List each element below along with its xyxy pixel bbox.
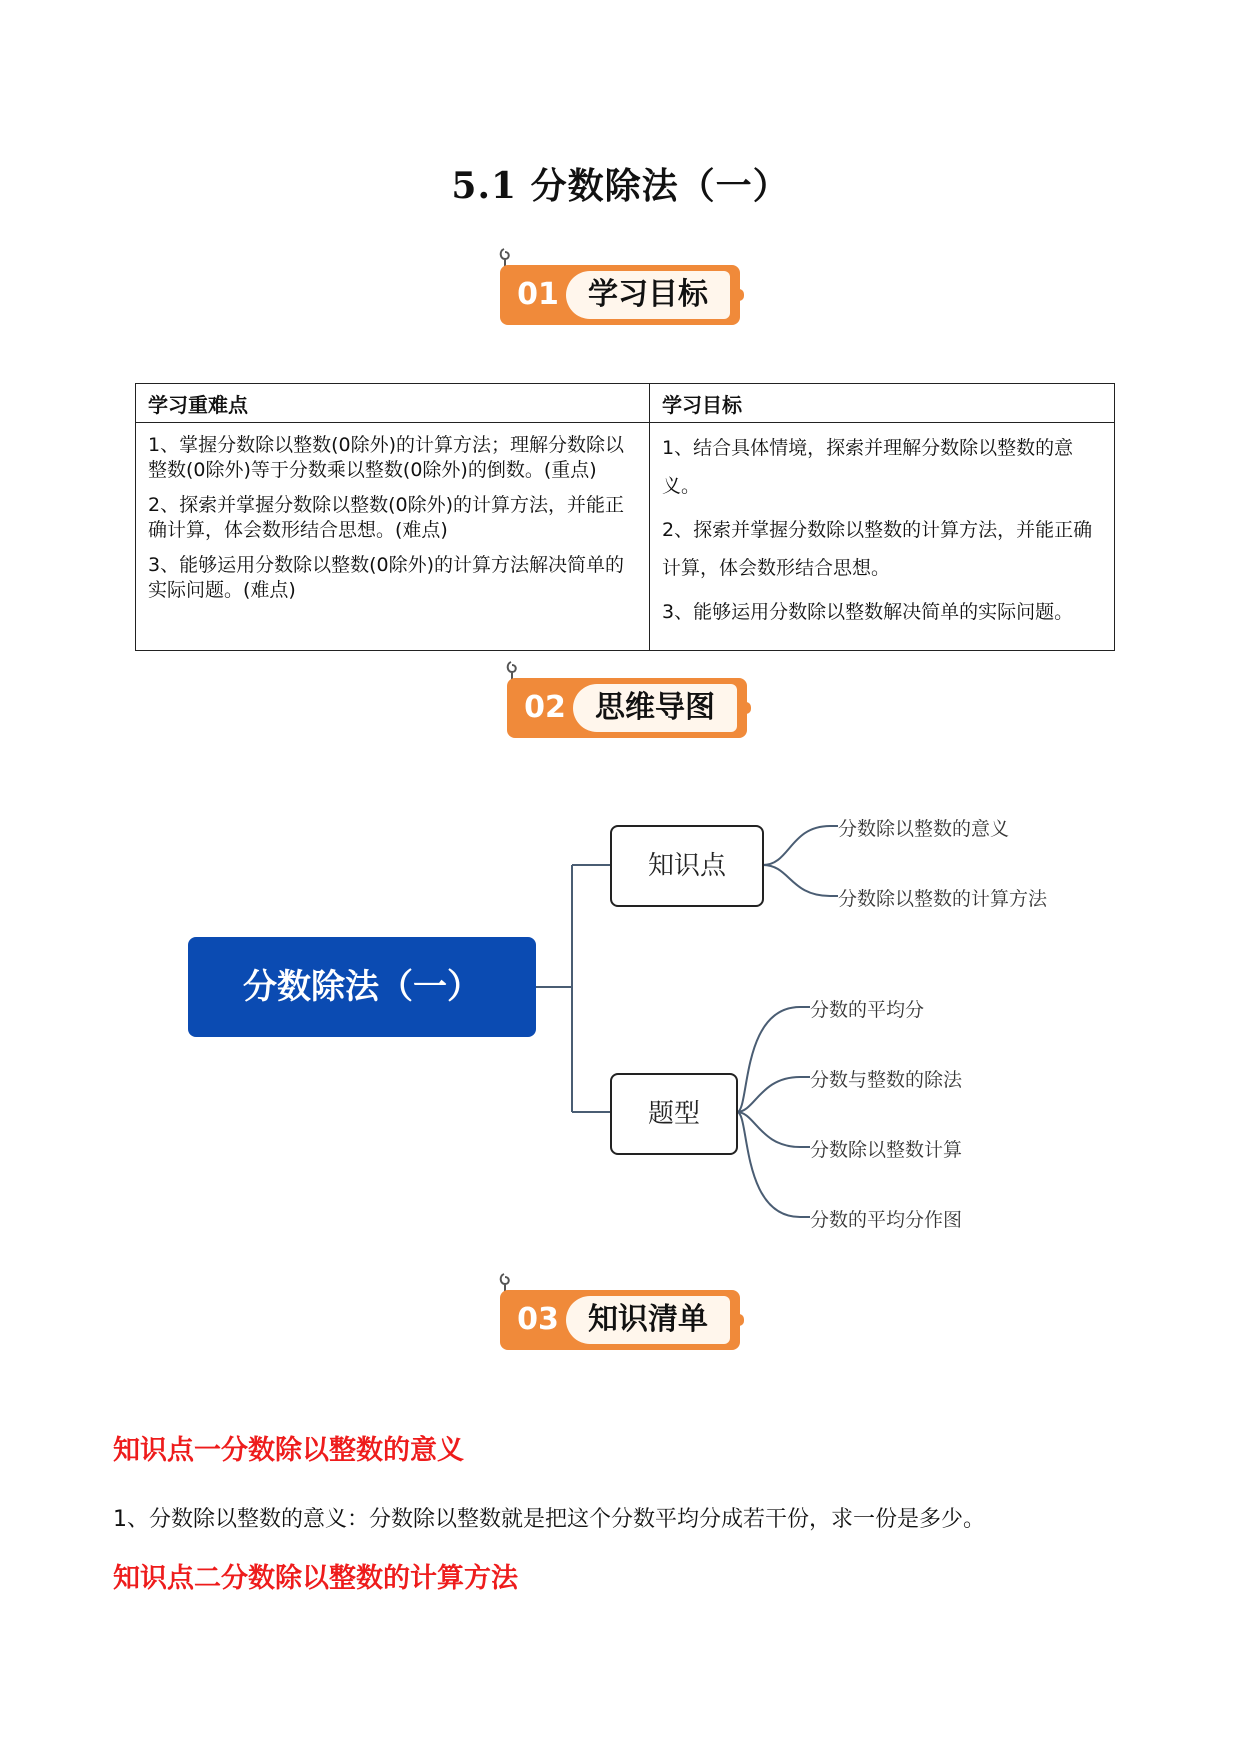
learning-goals-table <box>135 383 1115 651</box>
mindmap-leaf: 分数的平均分作图 <box>810 1209 963 1231</box>
section-label: 思维导图 <box>573 684 737 732</box>
section-number: 03 <box>517 1302 559 1337</box>
mindmap-leaf: 分数除以整数的意义 <box>838 818 1010 840</box>
section-badge-02 <box>507 660 757 738</box>
mindmap-leaf: 分数除以整数的计算方法 <box>838 888 1048 910</box>
goals-cell <box>650 423 1115 651</box>
knowledge-point-1-title: 知识点一分数除以整数的意义 <box>113 1435 464 1466</box>
goal-item: 3、能够运用分数除以整数解决简单的实际问题。 <box>662 601 1074 623</box>
section-label: 知识清单 <box>566 1296 730 1344</box>
table-header-goals: 学习目标 <box>650 384 1115 423</box>
section-badge-03 <box>500 1272 750 1350</box>
mindmap-leaf: 分数的平均分 <box>810 999 925 1021</box>
goal-item: 1、结合具体情境，探索并理解分数除以整数的意义。 <box>662 437 1074 497</box>
mindmap-leaf: 分数与整数的除法 <box>810 1069 963 1091</box>
section-label: 学习目标 <box>566 271 730 319</box>
mindmap-root: 分数除法（一） <box>188 937 536 1037</box>
goal-item: 2、探索并掌握分数除以整数的计算方法，并能正确计算，体会数形结合思想。 <box>662 519 1093 579</box>
table-header-difficulty: 学习重难点 <box>136 384 650 423</box>
mindmap-branch-question-types: 题型 <box>610 1073 738 1155</box>
mindmap-branch-knowledge: 知识点 <box>610 825 764 907</box>
page-title: 5.1 分数除法（一） <box>451 165 790 207</box>
difficulty-item: 1、掌握分数除以整数(0除外)的计算方法；理解分数除以整数(0除外)等于分数乘以整数(0除外)的倒数。(重点) <box>148 434 625 481</box>
difficulty-item: 2、探索并掌握分数除以整数(0除外)的计算方法，并能正确计算，体会数形结合思想。(难点) <box>148 494 625 541</box>
knowledge-point-2-title: 知识点二分数除以整数的计算方法 <box>113 1563 518 1594</box>
section-number: 01 <box>517 277 559 312</box>
mindmap-leaf: 分数除以整数计算 <box>810 1139 963 1161</box>
difficulty-cell <box>136 423 650 651</box>
knowledge-point-1-text: 1、分数除以整数的意义：分数除以整数就是把这个分数平均分成若干份，求一份是多少。 <box>113 1507 986 1532</box>
section-number: 02 <box>524 690 566 725</box>
difficulty-item: 3、能够运用分数除以整数(0除外)的计算方法解决简单的实际问题。(难点) <box>148 554 625 601</box>
section-badge-01 <box>500 247 750 325</box>
